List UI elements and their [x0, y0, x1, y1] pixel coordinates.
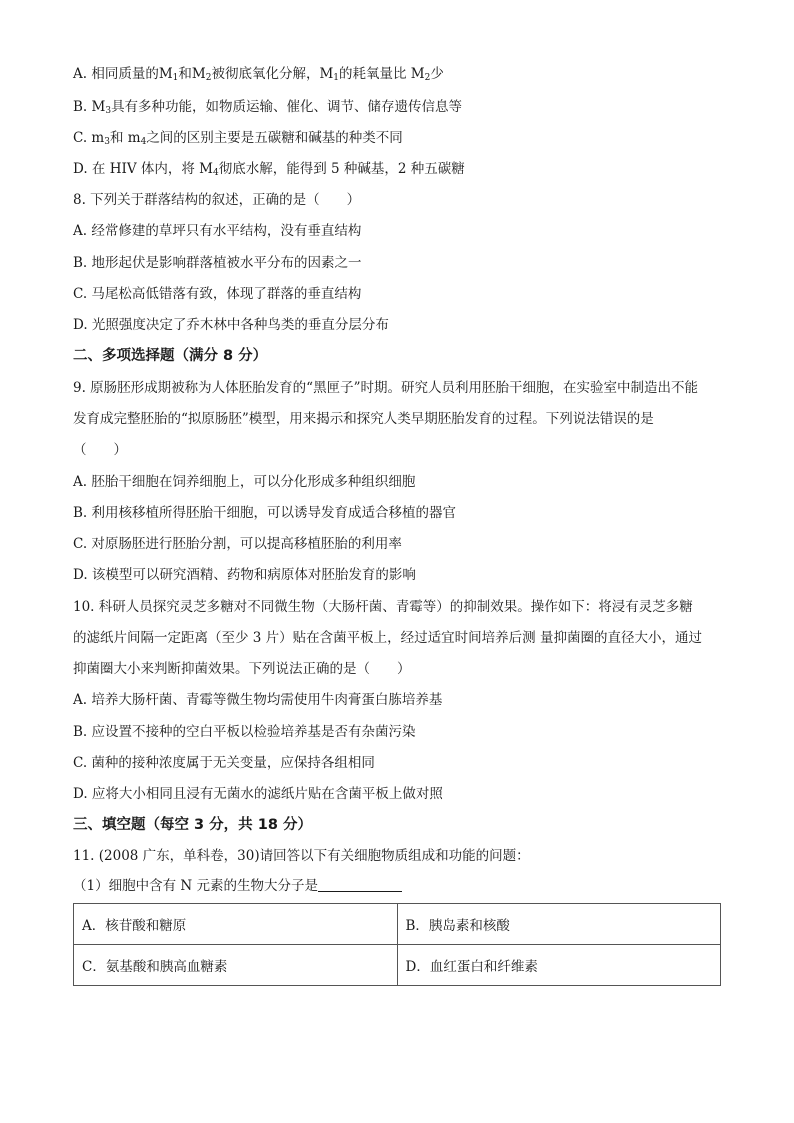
q8-stem: 8. 下列关于群落结构的叙述，正确的是（ ）	[73, 192, 361, 208]
q10-stem-line-2: 的滤纸片间隔一定距离（至少 3 片）贴在含菌平板上，经过适宜时间培养后测 量抑菌圈的直径大小，通过	[73, 630, 702, 646]
section-2-title: 二、多项选择题（满分 8 分）	[73, 348, 268, 364]
subscript: 4	[212, 168, 219, 178]
q8-option-c: C. 马尾松高低错落有致，体现了群落的垂直结构	[73, 286, 362, 302]
q10-stem-line-3: 抑菌圈大小来判断抑菌效果。下列说法正确的是（ ）	[73, 661, 411, 677]
q9-stem-line-1: 9. 原肠胚形成期被称为人体胚胎发育的“黑匣子”时期。研究人员利用胚胎干细胞，在实验室中制造出不能	[73, 380, 698, 396]
q10-stem-line-1: 10. 科研人员探究灵芝多糖对不同微生物（大肠杆菌、青霉等）的抑制效果。操作如下：将浸有灵芝多糖	[73, 599, 693, 615]
subscript: 3	[104, 137, 110, 147]
q7-option-d	[73, 159, 465, 179]
subscript: 2	[205, 73, 212, 83]
q10-option-d: D. 应将大小相同且浸有无菌水的滤纸片贴在含菌平板上做对照	[73, 786, 443, 802]
q9-option-d: D. 该模型可以研究酒精、药物和病原体对胚胎发育的影响	[73, 567, 416, 583]
subscript: 4	[140, 137, 147, 147]
subscript: 1	[172, 73, 179, 83]
q8-option-d: D. 光照强度决定了乔木林中各种鸟类的垂直分层分布	[73, 317, 389, 333]
q11-sub-question-1	[73, 876, 402, 896]
q7-d-text: 彻底水解，能得到 5 种碱基，2 种五碳糖	[218, 161, 465, 177]
q7-a-text: 被彻底氧化分解，M	[211, 66, 334, 82]
q10-option-a: A. 培养大肠杆菌、青霉等微生物均需使用牛肉膏蛋白胨培养基	[73, 692, 443, 708]
q7-a-text: 少	[430, 66, 444, 82]
q7-option-a	[73, 64, 444, 84]
q7-c-text: 和 m	[109, 130, 141, 146]
q7-c-text: C. m	[73, 130, 105, 146]
q11-option-b[interactable]: B．胰岛素和核酸	[397, 904, 721, 945]
q7-option-b	[73, 97, 462, 117]
q11-option-c[interactable]: C．氨基酸和胰高血糖素	[74, 945, 398, 986]
q10-option-c: C. 菌种的接种浓度属于无关变量，应保持各组相同	[73, 755, 375, 771]
q9-option-c: C. 对原肠胚进行胚胎分割，可以提高移植胚胎的利用率	[73, 536, 402, 552]
q7-b-text: 具有多种功能，如物质运输、催化、调节、储存遗传信息等	[111, 99, 463, 115]
q8-option-a: A. 经常修建的草坪只有水平结构，没有垂直结构	[73, 223, 362, 239]
q11-option-a[interactable]: A．核苷酸和糖原	[74, 904, 398, 945]
subscript: 3	[105, 106, 112, 116]
table-row	[74, 904, 721, 945]
subscript: 1	[333, 73, 340, 83]
table-row	[74, 945, 721, 986]
section-3-title: 三、填空题（每空 3 分，共 18 分）	[73, 817, 312, 833]
q9-option-a: A. 胚胎干细胞在饲养细胞上，可以分化形成多种组织细胞	[73, 474, 416, 490]
answer-blank[interactable]	[318, 877, 402, 892]
q11-option-d[interactable]: D．血红蛋白和纤维素	[397, 945, 721, 986]
q7-b-text: B. M	[73, 99, 106, 115]
q8-option-b: B. 地形起伏是影响群落植被水平分布的因素之一	[73, 255, 362, 271]
q10-option-b: B. 应设置不接种的空白平板以检验培养基是否有杂菌污染	[73, 724, 416, 740]
q11-options-table	[73, 903, 721, 986]
q7-d-text: D. 在 HIV 体内，将 M	[73, 161, 213, 177]
subscript: 2	[424, 73, 431, 83]
q9-stem-line-3: （ ）	[73, 442, 127, 458]
q11-stem: 11. (2008 广东，单科卷，30)请回答以下有关细胞物质组成和功能的问题：	[73, 848, 530, 864]
q9-option-b: B. 利用核移植所得胚胎干细胞，可以诱导发育成适合移植的器官	[73, 505, 457, 521]
q7-a-text: 的耗氧量比 M	[339, 66, 425, 82]
q11-sub1-text: （1）细胞中含有 N 元素的生物大分子是	[73, 878, 318, 894]
q7-a-text: A. 相同质量的M	[73, 66, 173, 82]
q7-a-text: 和M	[178, 66, 206, 82]
q7-c-text: 之间的区别主要是五碳糖和碱基的种类不同	[146, 130, 403, 146]
q9-stem-line-2: 发育成完整胚胎的“拟原肠胚”模型，用来揭示和探究人类早期胚胎发育的过程。下列说法错误的是	[73, 411, 654, 427]
q7-option-c	[73, 128, 403, 148]
